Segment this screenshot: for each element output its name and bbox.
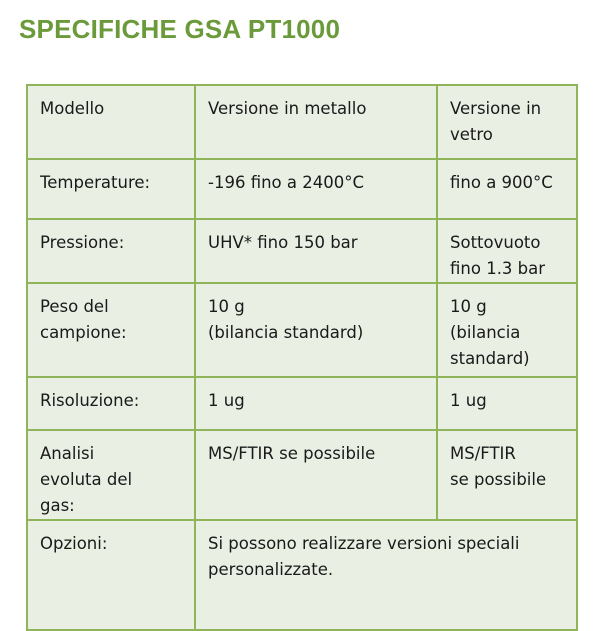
glass-value: 10 g (bilancia standard) (437, 283, 577, 377)
specifications-table (26, 84, 578, 631)
glass-value: fino a 900°C (437, 159, 577, 219)
row-label: Opzioni: (27, 520, 195, 630)
metal-value: MS/FTIR se possibile (195, 430, 437, 520)
glass-value: Sottovuoto fino 1.3 bar (437, 219, 577, 283)
table-row (27, 159, 577, 219)
options-value: Si possono realizzare versioni speciali personalizzate. (195, 520, 577, 630)
glass-value: 1 ug (437, 377, 577, 430)
row-label: Analisi evoluta del gas: (27, 430, 195, 520)
header-cell-model: Modello (27, 85, 195, 159)
metal-value: 1 ug (195, 377, 437, 430)
metal-value: UHV* fino 150 bar (195, 219, 437, 283)
page-title: SPECIFICHE GSA PT1000 (19, 14, 341, 44)
table-row (27, 377, 577, 430)
table-row (27, 85, 577, 159)
metal-value: -196 fino a 2400°C (195, 159, 437, 219)
metal-value: 10 g (bilancia standard) (195, 283, 437, 377)
glass-value: MS/FTIR se possibile (437, 430, 577, 520)
table-row (27, 283, 577, 377)
row-label: Pressione: (27, 219, 195, 283)
table-row (27, 520, 577, 630)
row-label: Peso del campione: (27, 283, 195, 377)
header-cell-glass-version: Versione in vetro (437, 85, 577, 159)
row-label: Temperature: (27, 159, 195, 219)
table-row (27, 219, 577, 283)
header-cell-metal-version: Versione in metallo (195, 85, 437, 159)
row-label: Risoluzione: (27, 377, 195, 430)
table-row (27, 430, 577, 520)
